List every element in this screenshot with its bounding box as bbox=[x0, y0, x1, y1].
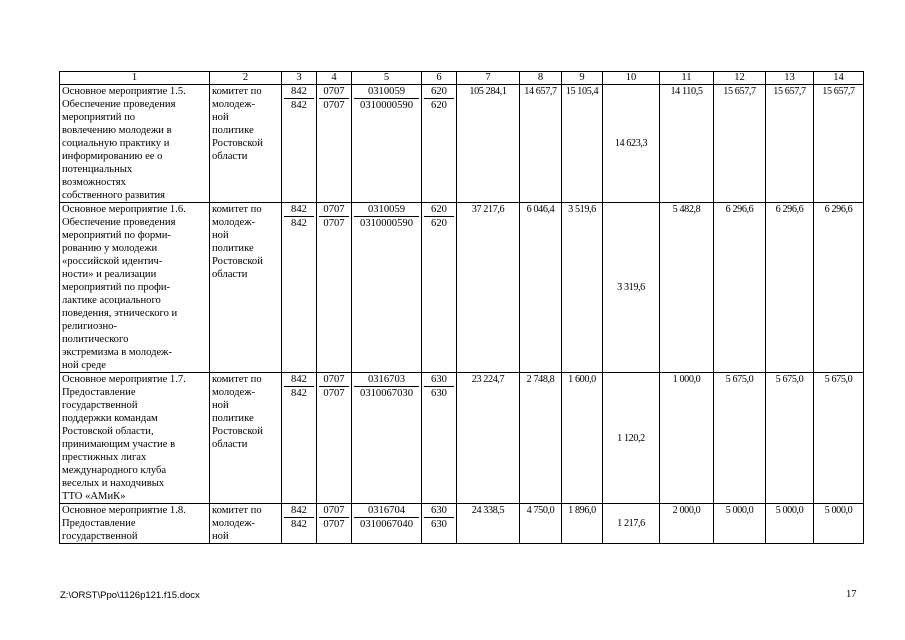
amount-v8: 4 750,0 bbox=[520, 504, 562, 544]
code-value: 842 bbox=[284, 98, 314, 112]
budget-code-c4 bbox=[317, 203, 352, 373]
column-header: 8 bbox=[520, 72, 562, 85]
table-row bbox=[60, 85, 864, 203]
code-value: 0707 bbox=[319, 517, 349, 531]
code-value: 0316704 bbox=[367, 505, 406, 516]
column-header: 7 bbox=[457, 72, 520, 85]
code-value: 630 bbox=[424, 386, 454, 400]
code-value: 0707 bbox=[319, 216, 349, 230]
code-value: 0310000590 bbox=[354, 216, 419, 230]
code-value: 630 bbox=[431, 505, 447, 516]
amount-v9: 1 896,0 bbox=[562, 504, 603, 544]
budget-code-c4 bbox=[317, 504, 352, 544]
amount-v10: 1 217,6 bbox=[603, 504, 660, 544]
table-row bbox=[60, 203, 864, 373]
code-value: 620 bbox=[424, 216, 454, 230]
amount-v10: 1 120,2 bbox=[603, 373, 660, 504]
amount-v12: 5 000,0 bbox=[714, 504, 766, 544]
amount-v12: 15 657,7 bbox=[714, 85, 766, 203]
column-header: 13 bbox=[766, 72, 814, 85]
code-value: 620 bbox=[424, 98, 454, 112]
amount-v13: 6 296,6 bbox=[766, 203, 814, 373]
budget-code-c6 bbox=[422, 504, 457, 544]
code-value: 0707 bbox=[323, 505, 345, 516]
column-header: 6 bbox=[422, 72, 457, 85]
column-header: 5 bbox=[352, 72, 422, 85]
column-header: 2 bbox=[210, 72, 282, 85]
executor: комитет по молодеж- ной политике Ростовской области bbox=[210, 373, 282, 504]
activity-name: Основное мероприятие 1.8. Предоставление государственной bbox=[60, 504, 210, 544]
column-header: 1 bbox=[60, 72, 210, 85]
budget-code-c6 bbox=[422, 85, 457, 203]
code-value: 0707 bbox=[323, 204, 345, 215]
page-number: 17 bbox=[846, 589, 857, 600]
budget-code-c5 bbox=[352, 85, 422, 203]
activity-name: Основное мероприятие 1.7. Предоставление государственной поддержки командам Ростовской области, принимающим участие в престижных лигах международного клуба веселых и находчивых ТТО «АМиК» bbox=[60, 373, 210, 504]
table-row bbox=[60, 504, 864, 544]
amount-v14: 15 657,7 bbox=[814, 85, 864, 203]
code-value: 620 bbox=[431, 86, 447, 97]
amount-v8: 14 657,7 bbox=[520, 85, 562, 203]
amount-v8: 2 748,8 bbox=[520, 373, 562, 504]
budget-code-c5 bbox=[352, 203, 422, 373]
code-value: 842 bbox=[284, 517, 314, 531]
document-path: Z:\ORST\Ppo\1126p121.f15.docx bbox=[60, 590, 200, 601]
activity-name: Основное мероприятие 1.5. Обеспечение проведения мероприятий по вовлечению молодежи в социальную практику и информированию ее о потенциальных возможностях собственного развития bbox=[60, 85, 210, 203]
activity-name: Основное мероприятие 1.6. Обеспечение проведения мероприятий по форми- рованию у молодежи «российской идентич- ности» и реализации мероприятий по профи- лактике асоциального поведения, этнического и религиозно- политического экстремизма в молодеж- ной среде bbox=[60, 203, 210, 373]
table-row bbox=[60, 373, 864, 504]
amount-v9: 1 600,0 bbox=[562, 373, 603, 504]
code-value: 0310067040 bbox=[354, 517, 419, 531]
code-value: 842 bbox=[291, 505, 307, 516]
amount-v14: 5 675,0 bbox=[814, 373, 864, 504]
amount-v7: 23 224,7 bbox=[457, 373, 520, 504]
column-header: 14 bbox=[814, 72, 864, 85]
code-value: 0310059 bbox=[367, 86, 406, 97]
amount-v8: 6 046,4 bbox=[520, 203, 562, 373]
code-value: 620 bbox=[431, 204, 447, 215]
amount-v10: 3 319,6 bbox=[603, 203, 660, 373]
budget-code-c3 bbox=[282, 203, 317, 373]
column-header: 9 bbox=[562, 72, 603, 85]
amount-v11: 2 000,0 bbox=[660, 504, 714, 544]
budget-table bbox=[59, 71, 864, 544]
code-value: 0316703 bbox=[367, 374, 406, 385]
amount-v12: 6 296,6 bbox=[714, 203, 766, 373]
amount-v7: 105 284,1 bbox=[457, 85, 520, 203]
amount-v13: 5 675,0 bbox=[766, 373, 814, 504]
amount-v14: 6 296,6 bbox=[814, 203, 864, 373]
budget-code-c4 bbox=[317, 85, 352, 203]
code-value: 0310000590 bbox=[354, 98, 419, 112]
amount-v10: 14 623,3 bbox=[603, 85, 660, 203]
code-value: 0310059 bbox=[367, 204, 406, 215]
budget-code-c3 bbox=[282, 85, 317, 203]
code-value: 0707 bbox=[319, 98, 349, 112]
code-value: 0707 bbox=[323, 86, 345, 97]
column-header: 11 bbox=[660, 72, 714, 85]
amount-v9: 15 105,4 bbox=[562, 85, 603, 203]
amount-v13: 5 000,0 bbox=[766, 504, 814, 544]
amount-v7: 24 338,5 bbox=[457, 504, 520, 544]
budget-code-c5 bbox=[352, 373, 422, 504]
budget-code-c6 bbox=[422, 203, 457, 373]
amount-v12: 5 675,0 bbox=[714, 373, 766, 504]
code-value: 842 bbox=[284, 386, 314, 400]
header-row bbox=[60, 72, 864, 85]
amount-v11: 14 110,5 bbox=[660, 85, 714, 203]
code-value: 0707 bbox=[319, 386, 349, 400]
code-value: 0310067030 bbox=[354, 386, 419, 400]
budget-code-c4 bbox=[317, 373, 352, 504]
budget-code-c6 bbox=[422, 373, 457, 504]
table-body bbox=[60, 85, 864, 544]
code-value: 842 bbox=[291, 374, 307, 385]
budget-code-c3 bbox=[282, 373, 317, 504]
column-header: 10 bbox=[603, 72, 660, 85]
budget-code-c3 bbox=[282, 504, 317, 544]
amount-v7: 37 217,6 bbox=[457, 203, 520, 373]
executor: комитет по молодеж- ной политике Ростовской области bbox=[210, 203, 282, 373]
budget-code-c5 bbox=[352, 504, 422, 544]
code-value: 0707 bbox=[323, 374, 345, 385]
amount-v14: 5 000,0 bbox=[814, 504, 864, 544]
executor: комитет по молодеж- ной bbox=[210, 504, 282, 544]
amount-v11: 5 482,8 bbox=[660, 203, 714, 373]
code-value: 630 bbox=[424, 517, 454, 531]
column-header: 3 bbox=[282, 72, 317, 85]
column-header: 4 bbox=[317, 72, 352, 85]
code-value: 842 bbox=[291, 204, 307, 215]
code-value: 842 bbox=[284, 216, 314, 230]
amount-v11: 1 000,0 bbox=[660, 373, 714, 504]
amount-v9: 3 519,6 bbox=[562, 203, 603, 373]
executor: комитет по молодеж- ной политике Ростовской области bbox=[210, 85, 282, 203]
column-header: 12 bbox=[714, 72, 766, 85]
code-value: 842 bbox=[291, 86, 307, 97]
amount-v13: 15 657,7 bbox=[766, 85, 814, 203]
code-value: 630 bbox=[431, 374, 447, 385]
